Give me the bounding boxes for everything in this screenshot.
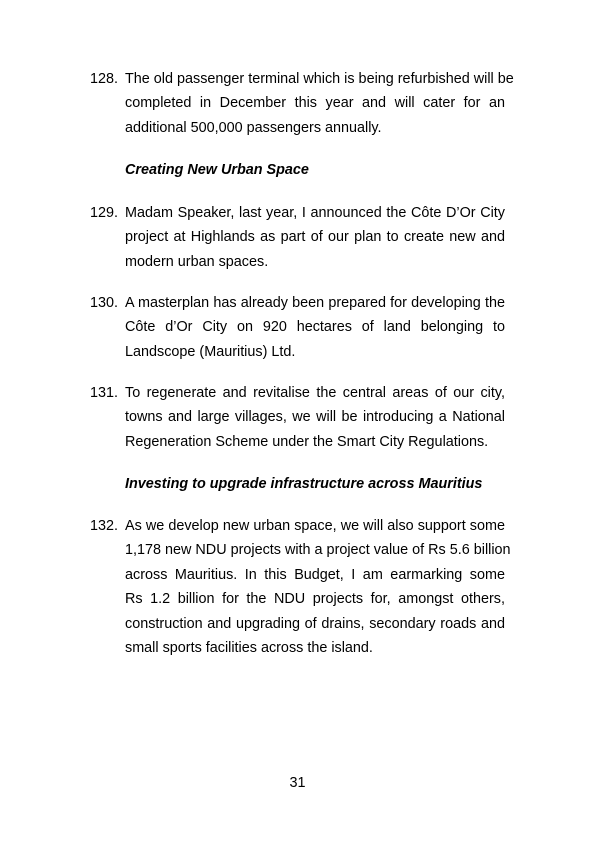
- paragraph-132: [90, 514, 511, 661]
- paragraph-line: To regenerate and revitalise the central areas of our city,: [125, 385, 505, 401]
- paragraph-line: small sports facilities across the island.: [125, 640, 373, 656]
- paragraph-number: 130.: [90, 295, 119, 311]
- paragraph-line: Rs 1.2 billion for the NDU projects for, amongst others,: [125, 591, 505, 608]
- paragraph-line: As we develop new urban space, we will also support some: [125, 518, 505, 534]
- paragraph-line: construction and upgrading of drains, secondary roads and: [125, 615, 505, 632]
- paragraph-line: A masterplan has already been prepared for developing the: [125, 295, 505, 311]
- paragraph-line: completed in December this year and will cater for an: [125, 95, 505, 112]
- paragraph-128: [90, 67, 514, 141]
- paragraph-129: [90, 201, 505, 275]
- page-number: 31: [289, 775, 306, 791]
- paragraph-number: 128.: [90, 71, 119, 87]
- paragraph-131: [90, 381, 505, 455]
- paragraph-line: Landscope (Mauritius) Ltd.: [125, 343, 296, 360]
- paragraph-number: 129.: [90, 205, 119, 221]
- paragraph-line: across Mauritius. In this Budget, I am earmarking some: [125, 566, 505, 583]
- paragraph-line: The old passenger terminal which is being refurbished will be: [125, 71, 514, 87]
- paragraph-line: 1,178 new NDU projects with a project value of Rs 5.6 billion: [125, 542, 511, 559]
- paragraph-number: 132.: [90, 518, 119, 534]
- section-heading: Investing to upgrade infrastructure across Mauritius: [125, 476, 483, 492]
- section-heading: Creating New Urban Space: [125, 162, 309, 178]
- paragraph-line: project at Highlands as part of our plan to create new and: [125, 229, 505, 246]
- paragraph-line: Regeneration Scheme under the Smart City Regulations.: [125, 433, 489, 450]
- paragraph-line: additional 500,000 passengers annually.: [125, 119, 382, 136]
- paragraph-number: 131.: [90, 385, 119, 401]
- paragraph-line: Madam Speaker, last year, I announced the Côte D’Or City: [125, 205, 505, 221]
- paragraph-line: towns and large villages, we will be introducing a National: [125, 409, 505, 426]
- paragraph-line: modern urban spaces.: [125, 253, 269, 270]
- paragraph-130: [90, 291, 505, 365]
- paragraph-line: Côte d’Or City on 920 hectares of land belonging to: [125, 319, 505, 336]
